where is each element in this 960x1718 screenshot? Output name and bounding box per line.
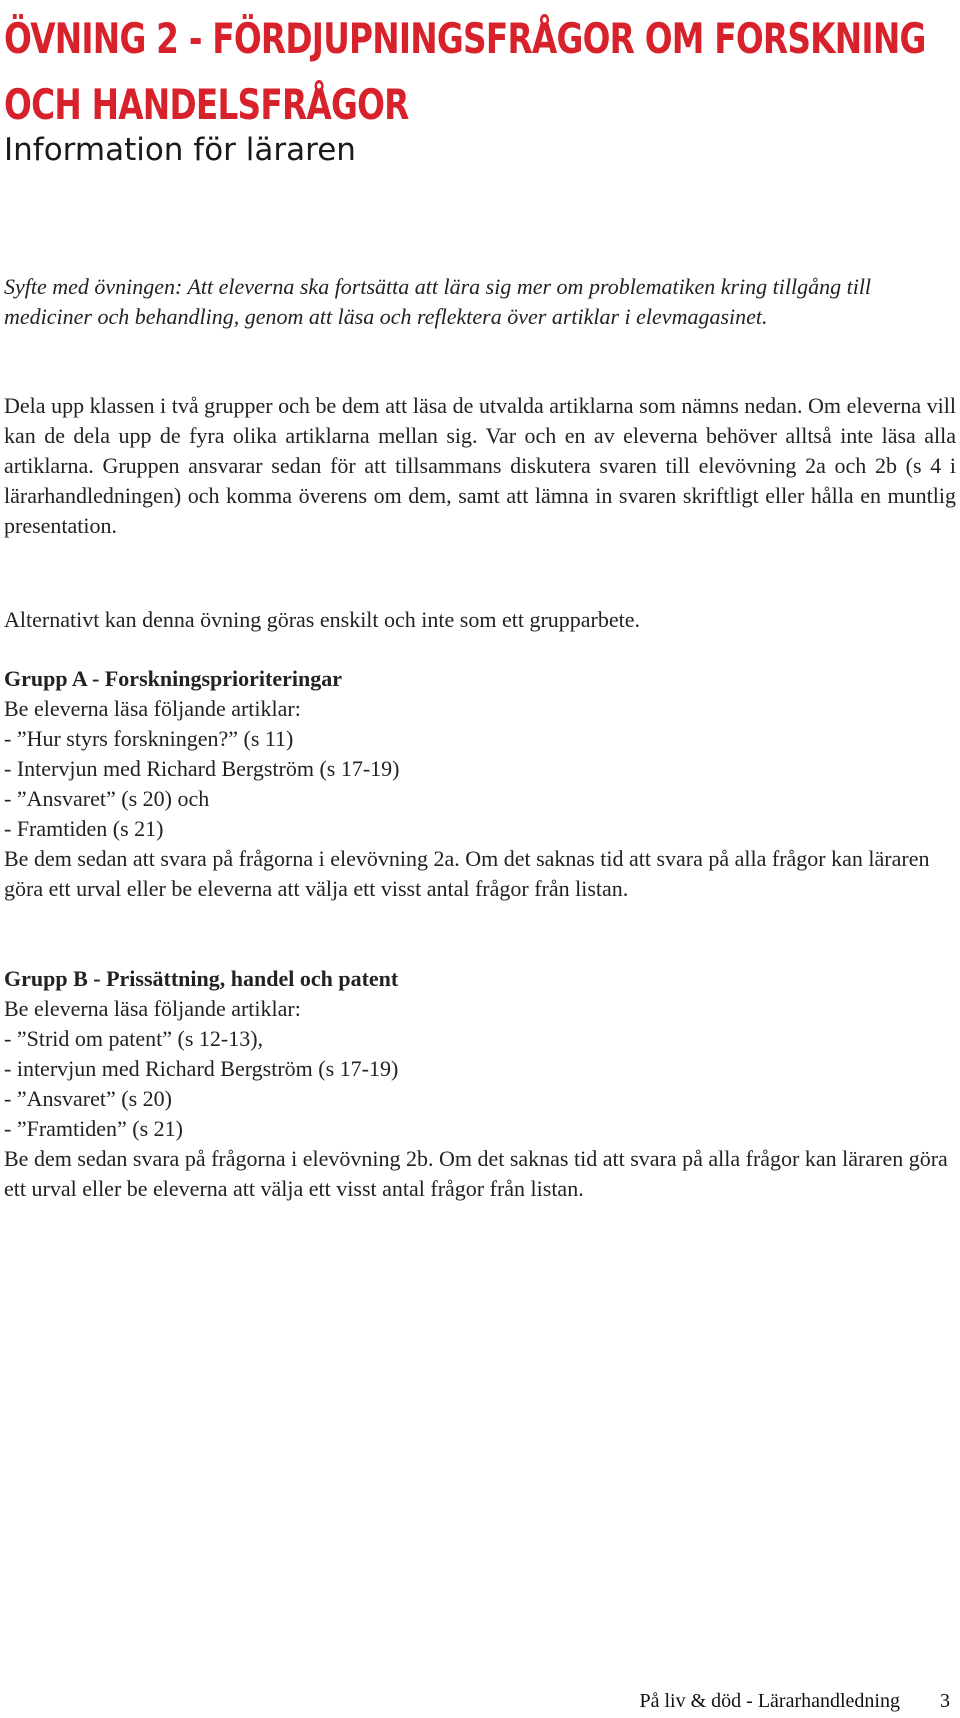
- group-b-item: - ”Ansvaret” (s 20): [4, 1086, 172, 1111]
- group-b-closing: Be dem sedan svara på frågorna i elevövning 2b. Om det saknas tid att svara på alla frågor kan läraren göra ett urval eller be eleverna att välja ett visst antal frågor från listan.: [4, 1146, 948, 1201]
- group-a-item: - ”Ansvaret” (s 20) och: [4, 786, 210, 811]
- group-a-item: - ”Hur styrs forskningen?” (s 11): [4, 726, 294, 751]
- alternative-paragraph: Alternativt kan denna övning göras enskilt och inte som ett grupparbete.: [4, 607, 641, 632]
- group-b-lead: Be eleverna läsa följande artiklar:: [4, 996, 301, 1021]
- page-footer: [640, 1690, 951, 1713]
- group-a-heading: Grupp A - Forskningsprioriteringar: [4, 666, 342, 691]
- page-subtitle: Information för läraren: [4, 132, 356, 168]
- group-b-item: - ”Framtiden” (s 21): [4, 1116, 183, 1141]
- page-number: 3: [940, 1690, 950, 1712]
- group-b-heading: Grupp B - Prissättning, handel och patent: [4, 966, 399, 991]
- group-b-section: [4, 964, 956, 1204]
- group-a-section: [4, 664, 956, 904]
- group-a-item: - Framtiden (s 21): [4, 816, 164, 841]
- footer-publication: På liv & död - Lärarhandledning: [639, 1690, 900, 1712]
- group-a-lead: Be eleverna läsa följande artiklar:: [4, 696, 301, 721]
- group-b-item: - ”Strid om patent” (s 12-13),: [4, 1026, 264, 1051]
- page-title: ÖVNING 2 - FÖRDJUPNINGSFRÅGOR OM FORSKNING OCH HANDELSFRÅGOR: [4, 14, 926, 129]
- group-b-item: - intervjun med Richard Bergström (s 17-19): [4, 1056, 399, 1081]
- aim-paragraph: Syfte med övningen: Att eleverna ska fortsätta att lära sig mer om problematiken kring tillgång till mediciner och behandling, genom att läsa och reflektera över artiklar i elevmagasinet.: [4, 274, 872, 329]
- group-a-item: - Intervjun med Richard Bergström (s 17-19): [4, 756, 400, 781]
- intro-paragraph: Dela upp klassen i två grupper och be dem att läsa de utvalda artiklarna som nämns nedan. Om eleverna vill kan de dela upp de fyra olika artiklarna mellan sig. Var och en av eleverna behöver alltså inte läsa alla artiklarna. Gruppen ansvarar sedan för att tillsammans diskutera svaren till elevövning 2a och 2b (s 4 i lärarhandledningen) och komma överens om dem, samt att lämna in svaren skriftligt eller hålla en muntlig presentation.: [4, 393, 956, 538]
- group-a-closing: Be dem sedan att svara på frågorna i elevövning 2a. Om det saknas tid att svara på alla frågor kan läraren göra ett urval eller be eleverna att välja ett visst antal frågor från listan.: [4, 846, 930, 901]
